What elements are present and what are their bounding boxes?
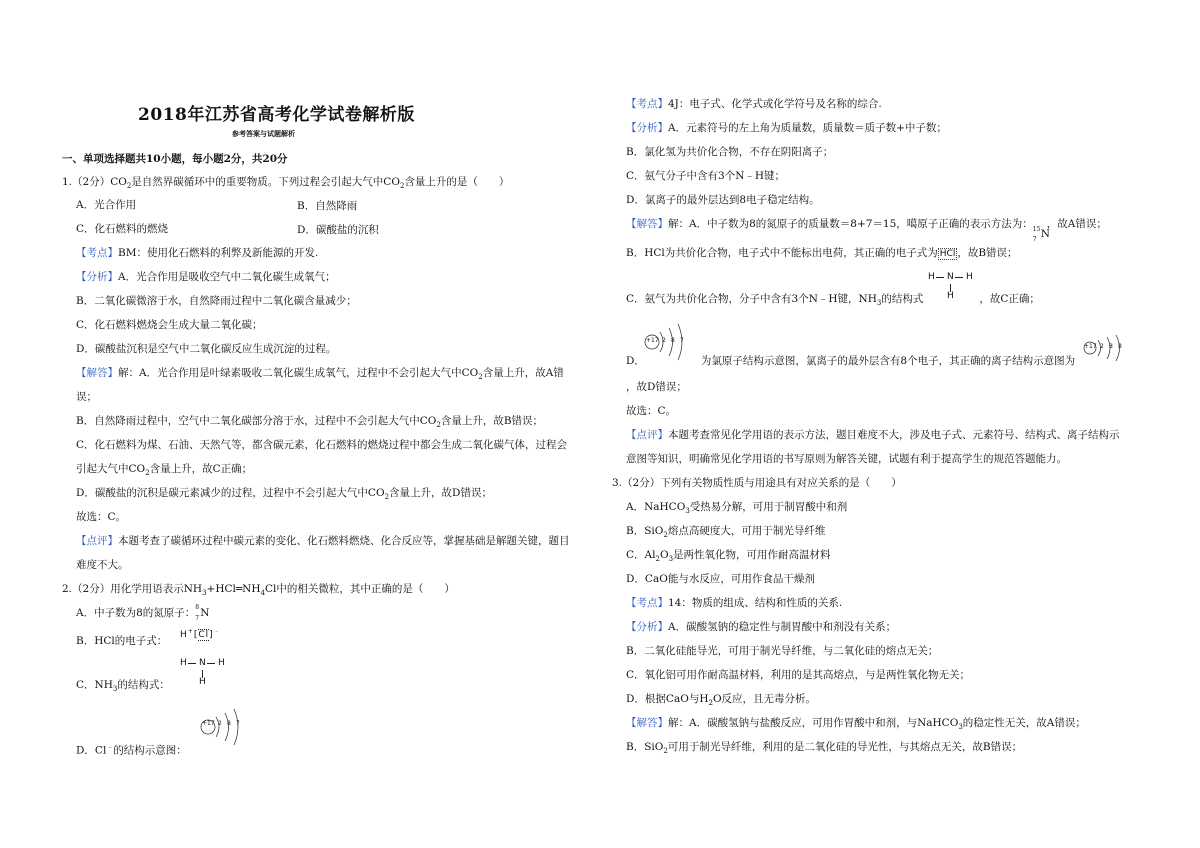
q2-option-a: A．中子数为8的氮原子： 8 7 N xyxy=(76,604,210,622)
nh3-structure: H N H H xyxy=(180,658,225,687)
hcl-ion-formula: H+[Cl]﹣ xyxy=(180,628,221,640)
nh3-structure-right: H N H H xyxy=(928,272,973,301)
q1-fenxi: 【分析】A．光合作用是吸收空气中二氧化碳生成氧气； xyxy=(76,271,336,283)
q2-answer: 故选：C。 xyxy=(626,405,677,417)
cl-ion-diagram-labels: +17 2 8 8 xyxy=(1084,343,1122,350)
cl-diagram-labels-mid: +17 2 8 7 xyxy=(646,337,684,344)
q2-fenxi-c: C．氨气分子中含有3个N﹣H键； xyxy=(626,170,786,182)
q1-option-b: B．自然降雨 xyxy=(297,200,358,212)
q3-fenxi-b: B．二氧化硅能导光，可用于制光导纤维，与二氧化硅的熔点无关； xyxy=(626,645,939,657)
q1-jieda-a-cont: 误； xyxy=(76,391,97,403)
page-title: 2018年江苏省高考化学试卷解析版 xyxy=(138,105,415,125)
q3-option-b: B．SiO$_2$熔点高硬度大，可用于制光导纤维 xyxy=(626,525,826,540)
q1-option-d: D．碳酸盐的沉积 xyxy=(297,224,379,236)
q1-answer: 故选：C。 xyxy=(76,511,127,523)
q1-jieda-d: D．碳酸盐的沉积是碳元素减少的过程，过程中不会引起大气中$CO_2$含量上升，故D错误； xyxy=(76,487,492,502)
q3-option-a: A．NaHCO$_3$受热易分解，可用于制胃酸中和剂 xyxy=(626,501,848,516)
q3-option-c: C．$Al_2O_3$是两性氧化物，可用作耐高温材料 xyxy=(626,549,831,564)
q2-jieda-d-cont: ，故D错误； xyxy=(626,381,687,393)
q2-option-b: B．HCl的电子式： xyxy=(76,635,168,647)
q2-option-d: D．Cl﹣的结构示意图： xyxy=(76,743,187,757)
q3-jieda-a: 【解答】解：A．碳酸氢钠与盐酸反应，可用作胃酸中和剂，与NaHCO$_3$的稳定性无关，故A错误； xyxy=(626,717,1086,732)
q2-jieda-a: 【解答】解：A．中子数为8的氮原子的质量数＝8+7＝15，噶原子正确的表示方法为： 15 7 N ，故A错误； xyxy=(626,218,1107,243)
q1-option-c: C．化石燃料的燃烧 xyxy=(76,223,169,235)
q3-fenxi-d: D．根据CaO与$H_2O$反应，且无毒分析。 xyxy=(626,693,817,708)
section-heading: 一、单项选择题共10小题，每小题2分，共20分 xyxy=(62,153,288,165)
q1-dianping-cont: 难度不大。 xyxy=(76,559,129,571)
q1-stem: 1.（2分）$CO_2$是自然界碳循环中的重要物质。下列过程会引起大气中$CO_2$含量上升的是（ ） xyxy=(62,176,510,191)
q1-jieda-b: B．自然降雨过程中，空气中二氧化碳部分溶于水，过程中不会引起大气中$CO_2$含量上升，故B错误； xyxy=(76,415,544,430)
q3-jieda-b: B．SiO$_2$可用于制光导纤维，利用的是二氧化硅的导光性，与其熔点无关，故B错误； xyxy=(626,741,1023,756)
q3-kaodian: 【考点】14：物质的组成、结构和性质的关系. xyxy=(626,597,843,609)
q2-stem: 2.（2分）用化学用语表示$NH_3+HCl═NH_4Cl$中的相关微粒，其中正确的是（ ） xyxy=(62,583,455,598)
q1-kaodian: 【考点】BM：使用化石燃料的利弊及新能源的开发. xyxy=(76,247,319,259)
q1-option-a: A．光合作用 xyxy=(76,199,137,211)
page-subtitle: 参考答案与试题解析 xyxy=(232,129,295,138)
hcl-correct-formula: HCl xyxy=(939,249,956,259)
q1-fenxi-c: C．化石燃料燃烧会生成大量二氧化碳； xyxy=(76,319,263,331)
q2-fenxi-b: B．氯化氢为共价化合物，不存在阴阳离子； xyxy=(626,146,834,158)
q2-jieda-b: B．HCl为共价化合物，电子式中不能标出电荷，其正确的电子式为 HCl ，故B错误； xyxy=(626,247,1018,259)
q3-option-d: D．CaO能与水反应，可用作食品干燥剂 xyxy=(626,573,815,585)
q1-fenxi-b: B．二氧化碳微溶于水，自然降雨过程中二氧化碳含量减少； xyxy=(76,295,357,307)
q1-dianping: 【点评】本题考查了碳循环过程中碳元素的变化、化石燃料燃烧、化合反应等，掌握基础是解题关键，题目 xyxy=(76,535,570,547)
q2-jieda-d: D． 为氯原子结构示意图，氯离子的最外层含有8个电子，其正确的离子结构示意图为 xyxy=(626,355,1076,367)
q1-fenxi-d: D．碳酸盐沉积是空气中二氧化碳反应生成沉淀的过程。 xyxy=(76,343,337,355)
q2-fenxi: 【分析】A．元素符号的左上角为质量数，质量数＝质子数+中子数； xyxy=(626,122,947,134)
q2-option-c: C．$NH_3$的结构式： xyxy=(76,679,170,694)
q2-dianping-cont: 意图等知识，明确常见化学用语的书写原则为解答关键，试题有利于提高学生的规范答题能力。 xyxy=(626,453,1067,465)
q3-stem: 3.（2分）下列有关物质性质与用途具有对应关系的是（ ） xyxy=(612,477,902,489)
q2-dianping: 【点评】本题考查常见化学用语的表示方法，题目难度不大，涉及电子式、元素符号、结构式、离子结构示 xyxy=(626,429,1120,441)
cl-diagram-labels-left: +17 2 8 7 xyxy=(202,720,240,727)
q3-fenxi-c: C．氧化铝可用作耐高温材料，利用的是其高熔点，与是两性氧化物无关； xyxy=(626,669,971,681)
q1-jieda-a: 【解答】解：A．光合作用是叶绿素吸收二氧化碳生成氧气，过程中不会引起大气中$CO_2$含量上升，故A错 xyxy=(76,367,564,382)
q3-fenxi: 【分析】A．碳酸氢钠的稳定性与制胃酸中和剂没有关系； xyxy=(626,621,897,633)
q2-jieda-c: C．氨气为共价化合物，分子中含有3个N﹣H键，$NH_3$的结构式 ，故C正确； xyxy=(626,293,1040,308)
q1-jieda-c-cont: 引起大气中$CO_2$含量上升，故C正确； xyxy=(76,463,253,478)
q2-kaodian: 【考点】4J：电子式、化学式或化学符号及名称的综合. xyxy=(626,98,882,110)
q2-fenxi-d: D．氯离子的最外层达到8电子稳定结构。 xyxy=(626,194,820,206)
q1-jieda-c: C．化石燃料为煤、石油、天然气等，都含碳元素，化石燃料的燃烧过程中都会生成二氧化碳气体，过程会 xyxy=(76,439,568,451)
